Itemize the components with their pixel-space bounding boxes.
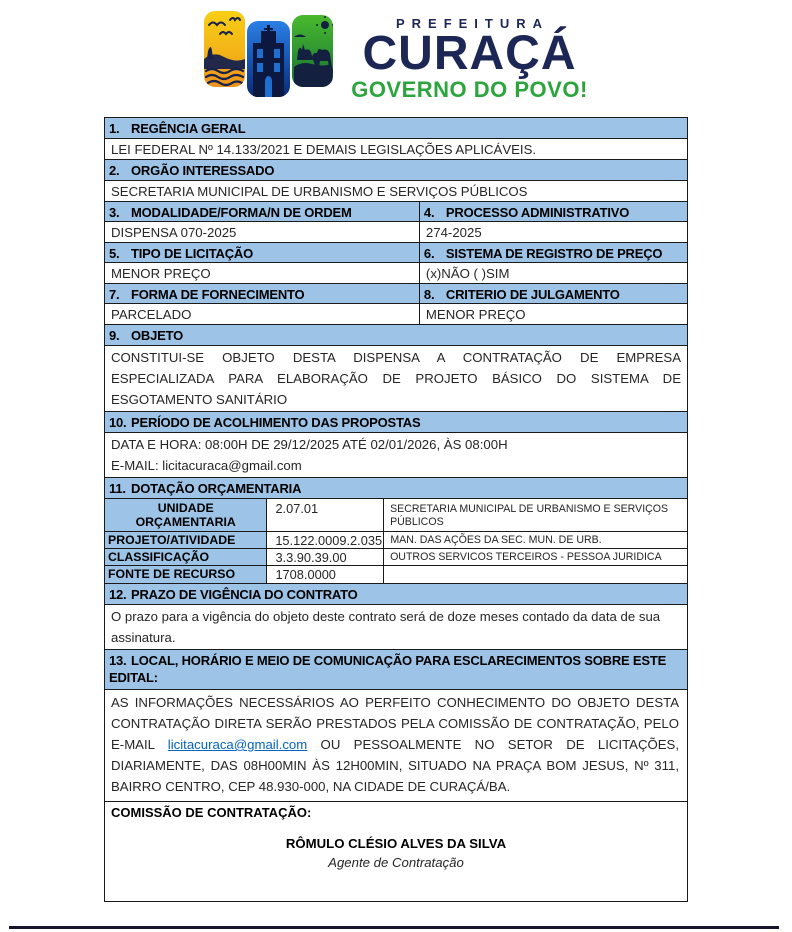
table-row — [105, 566, 687, 583]
budget-row-desc — [383, 566, 687, 583]
logo-city-name: CURAÇÁ — [362, 27, 577, 80]
logo-text-block — [351, 8, 588, 103]
budget-table — [105, 499, 687, 584]
section-6-body: (x)NÃO ( )SIM — [425, 266, 510, 281]
section-number: 4. — [423, 205, 435, 220]
commission-agent-role: Agente de Contratação — [328, 855, 464, 870]
budget-row-label: FONTE DE RECURSO — [105, 566, 266, 583]
section-number: 1. — [109, 121, 120, 136]
section-6-column — [419, 243, 687, 283]
section-5-header — [105, 243, 419, 263]
budget-row-code: 3.3.90.39.00 — [266, 549, 383, 565]
budget-row-label: CLASSIFICAÇÃO — [105, 549, 266, 565]
budget-row-code: 2.07.01 — [266, 499, 383, 531]
budget-row-label: UNIDADE ORÇAMENTARIA — [105, 499, 266, 531]
section-number: 9. — [109, 328, 120, 343]
commission-agent-name: RÔMULO CLÉSIO ALVES DA SILVA — [285, 836, 507, 851]
section-number: 7. — [109, 287, 120, 302]
edital-summary-table — [104, 117, 688, 902]
section-5-column — [105, 243, 419, 283]
section-2-header — [105, 160, 687, 181]
section-title: SISTEMA DE REGISTRO DE PREÇO — [445, 246, 663, 261]
section-9-body: CONSTITUI-SE OBJETO DESTA DISPENSA A CONTRATAÇÃO DE EMPRESA ESPECIALIZADA PARA ELABORAÇÃO DE PROJETO BÁSICO DO SISTEMA DE ESGOTAMENTO SANITÁRIO — [105, 346, 687, 412]
section-title: ORGÃO INTERESSADO — [131, 163, 275, 178]
proposal-email-line: E-MAIL: licitacuraca@gmail.com — [111, 458, 302, 473]
birds-river-tile-icon — [204, 11, 245, 87]
section-2-body: SECRETARIA MUNICIPAL DE URBANISMO E SERVIÇOS PÚBLICOS — [105, 181, 687, 202]
section-number: 2. — [109, 163, 120, 178]
section-12-header — [105, 584, 687, 605]
section-number: 3. — [109, 205, 120, 220]
section-number: 10. — [109, 415, 127, 430]
commission-label: COMISSÃO DE CONTRATAÇÃO: — [111, 805, 312, 820]
section-title: DOTAÇÃO ORÇAMENTARIA — [131, 481, 302, 496]
section-8-column — [419, 284, 687, 324]
municipality-logo — [0, 8, 792, 103]
section-number: 6. — [423, 246, 435, 261]
section-11-header — [105, 478, 687, 499]
section-13-text-pre: AS INFORMAÇÕES NECESSÁRIOS AO PERFEITO CONHECIMENTO DO OBJETO DESTA CONTRATAÇÃO DIRETA SERÃO PRESTADOS PELA COMISSÃO DE CONTRATAÇÃO, PELO E-MAIL — [111, 695, 679, 752]
section-13-header — [105, 650, 687, 690]
section-title: PRAZO DE VIGÊNCIA DO CONTRATO — [131, 587, 358, 602]
budget-row-code: 1708.0000 — [266, 566, 383, 583]
contact-email-link[interactable]: licitacuraca@gmail.com — [167, 737, 308, 752]
section-13-text-post: OU PESSOALMENTE NO SETOR DE LICITAÇÕES, DIARIAMENTE, DAS 08H00MIN ÀS 12H00MIN, SITUADO NA PRAÇA BOM JESUS, Nº 311, BAIRRO CENTRO, CEP 48.930-000, NA CIDADE DE CURAÇÁ/BA. — [111, 737, 679, 794]
section-3-4-block — [105, 202, 687, 243]
section-title: OBJETO — [131, 328, 184, 343]
church-tile-icon — [247, 21, 290, 97]
section-10-header — [105, 412, 687, 433]
budget-row-code: 15.122.0009.2.035 — [266, 532, 383, 548]
section-5-6-block — [105, 243, 687, 284]
section-12-body: O prazo para a vigência do objeto deste contrato será de doze meses contado da data de sua assinatura. — [105, 605, 687, 650]
section-1-header — [105, 118, 687, 139]
section-7-column — [105, 284, 419, 324]
section-3-header — [105, 202, 419, 222]
section-title: MODALIDADE/FORMA/N DE ORDEM — [131, 205, 352, 220]
section-10-body — [105, 433, 687, 478]
section-3-body: DISPENSA 070-2025 — [111, 225, 237, 240]
table-row — [105, 499, 687, 532]
section-4-header — [420, 202, 687, 222]
section-4-column — [419, 202, 687, 242]
section-number: 11. — [109, 481, 126, 496]
section-number: 8. — [423, 287, 435, 302]
livestock-tile-icon — [292, 15, 333, 87]
section-title: PERÍODO DE ACOLHIMENTO DAS PROPOSTAS — [131, 415, 421, 430]
budget-row-desc: MAN. DAS AÇÕES DA SEC. MUN. DE URB. — [383, 532, 687, 548]
section-7-header — [105, 284, 419, 304]
budget-row-desc: SECRETARIA MUNICIPAL DE URBANISMO E SERVIÇOS PÚBLICOS — [383, 499, 687, 531]
section-title: REGÊNCIA GERAL — [131, 121, 246, 136]
section-number: 12. — [109, 587, 127, 602]
logo-tagline: GOVERNO DO POVO! — [351, 77, 588, 102]
section-title: PROCESSO ADMINISTRATIVO — [445, 205, 630, 220]
logo-tiles — [204, 8, 333, 97]
section-title: TIPO DE LICITAÇÃO — [131, 246, 254, 261]
section-number: 5. — [109, 246, 120, 261]
section-8-body: MENOR PREÇO — [425, 307, 526, 322]
section-7-body: PARCELADO — [111, 307, 192, 322]
commission-block — [105, 802, 687, 901]
section-title: LOCAL, HORÁRIO E MEIO DE COMUNICAÇÃO PARA ESCLARECIMENTOS SOBRE ESTE EDITAL: — [109, 653, 667, 685]
section-13-body — [105, 690, 687, 802]
table-row — [105, 549, 687, 566]
section-title: CRITERIO DE JULGAMENTO — [445, 287, 620, 302]
section-number: 13. — [109, 653, 127, 668]
table-row — [105, 532, 687, 549]
section-9-header — [105, 325, 687, 346]
budget-row-label: PROJETO/ATIVIDADE — [105, 532, 266, 548]
budget-row-desc: OUTROS SERVICOS TERCEIROS - PESSOA JURIDICA — [383, 549, 687, 565]
section-8-header — [420, 284, 687, 304]
footer-divider — [9, 926, 779, 929]
section-5-body: MENOR PREÇO — [111, 266, 211, 281]
section-1-body: LEI FEDERAL Nº 14.133/2021 E DEMAIS LEGISLAÇÕES APLICÁVEIS. — [105, 139, 687, 160]
section-title: FORMA DE FORNECIMENTO — [131, 287, 305, 302]
section-6-header — [420, 243, 687, 263]
proposal-date-line: DATA E HORA: 08:00H DE 29/12/2025 ATÉ 02/01/2026, ÀS 08:00H — [111, 437, 508, 452]
section-3-column — [105, 202, 419, 242]
section-4-body: 274-2025 — [425, 225, 482, 240]
logo-prefeitura-label: PREFEITURA — [395, 16, 550, 31]
section-7-8-block — [105, 284, 687, 325]
